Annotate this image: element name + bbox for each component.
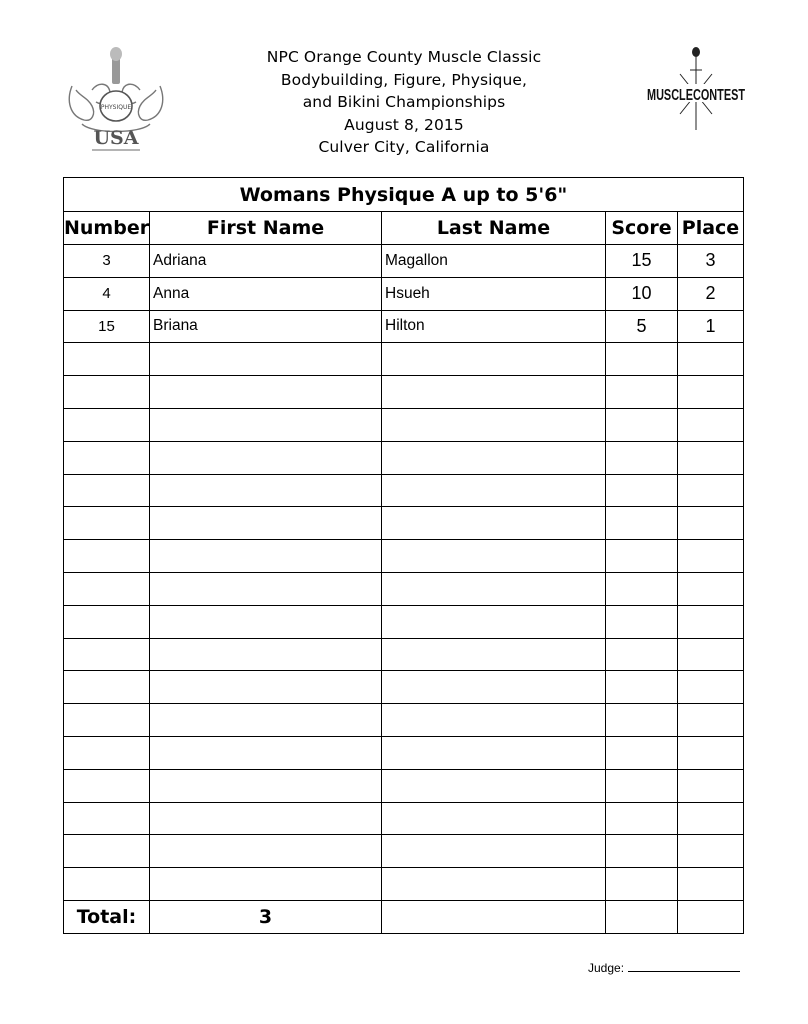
cell-score[interactable]: 15 bbox=[606, 245, 678, 278]
cell-place[interactable] bbox=[678, 638, 744, 671]
cell-last-name[interactable] bbox=[382, 835, 606, 868]
judge-signature bbox=[588, 960, 740, 975]
cell-last-name[interactable] bbox=[382, 671, 606, 704]
column-header-first-name: First Name bbox=[150, 212, 382, 245]
cell-score[interactable] bbox=[606, 343, 678, 376]
total-row-empty-cell bbox=[678, 900, 744, 933]
table-row bbox=[64, 441, 744, 474]
cell-place[interactable] bbox=[678, 802, 744, 835]
event-divisions-line: Bodybuilding, Figure, Physique, bbox=[280, 70, 528, 89]
score-sheet-table bbox=[63, 177, 744, 934]
cell-score[interactable] bbox=[606, 474, 678, 507]
table-row bbox=[64, 671, 744, 704]
cell-first-name[interactable] bbox=[150, 802, 382, 835]
table-row bbox=[64, 408, 744, 441]
cell-last-name[interactable] bbox=[382, 638, 606, 671]
cell-place[interactable]: 3 bbox=[678, 245, 744, 278]
cell-score[interactable]: 10 bbox=[606, 277, 678, 310]
table-row bbox=[64, 769, 744, 802]
judge-signature-line[interactable] bbox=[628, 960, 740, 972]
cell-score[interactable] bbox=[606, 769, 678, 802]
cell-place[interactable] bbox=[678, 507, 744, 540]
cell-first-name[interactable] bbox=[150, 441, 382, 474]
column-header-number: Number bbox=[64, 212, 150, 245]
column-header-last-name: Last Name bbox=[382, 212, 606, 245]
cell-first-name[interactable]: Briana bbox=[150, 310, 382, 343]
event-divisions-line-2: and Bikini Championships bbox=[302, 93, 506, 111]
muscle-contest-logo-text: MUSCLECONTEST bbox=[647, 87, 746, 104]
cell-number[interactable] bbox=[64, 802, 150, 835]
cell-first-name[interactable] bbox=[150, 605, 382, 638]
table-row bbox=[64, 704, 744, 737]
cell-score[interactable]: 5 bbox=[606, 310, 678, 343]
column-header-row bbox=[64, 212, 744, 245]
table-row bbox=[64, 507, 744, 540]
cell-first-name[interactable] bbox=[150, 343, 382, 376]
table-row bbox=[64, 572, 744, 605]
cell-place[interactable]: 2 bbox=[678, 277, 744, 310]
event-header bbox=[0, 46, 808, 159]
cell-first-name[interactable] bbox=[150, 769, 382, 802]
total-row-empty-cell bbox=[606, 900, 678, 933]
event-date: August 8, 2015 bbox=[344, 115, 464, 134]
table-row bbox=[64, 376, 744, 409]
total-row bbox=[64, 900, 744, 933]
svg-text:PHYSIQUE: PHYSIQUE bbox=[100, 104, 132, 111]
cell-first-name[interactable] bbox=[150, 474, 382, 507]
table-row bbox=[64, 343, 744, 376]
cell-score[interactable] bbox=[606, 638, 678, 671]
class-title: Womans Physique A up to 5'6" bbox=[64, 178, 744, 212]
cell-place[interactable] bbox=[678, 605, 744, 638]
cell-score[interactable] bbox=[606, 868, 678, 901]
cell-number[interactable] bbox=[64, 736, 150, 769]
cell-last-name[interactable] bbox=[382, 540, 606, 573]
cell-first-name[interactable] bbox=[150, 671, 382, 704]
cell-last-name[interactable] bbox=[382, 474, 606, 507]
judge-label: Judge: bbox=[588, 961, 625, 975]
cell-place[interactable] bbox=[678, 835, 744, 868]
cell-number[interactable] bbox=[64, 868, 150, 901]
cell-last-name[interactable] bbox=[382, 572, 606, 605]
cell-score[interactable] bbox=[606, 408, 678, 441]
table-row bbox=[64, 868, 744, 901]
table-row bbox=[64, 835, 744, 868]
cell-score[interactable] bbox=[606, 540, 678, 573]
cell-last-name[interactable] bbox=[382, 704, 606, 737]
cell-place[interactable] bbox=[678, 769, 744, 802]
cell-score[interactable] bbox=[606, 572, 678, 605]
cell-place[interactable] bbox=[678, 441, 744, 474]
column-header-score: Score bbox=[606, 212, 678, 245]
cell-first-name[interactable]: Adriana bbox=[150, 245, 382, 278]
cell-last-name[interactable] bbox=[382, 343, 606, 376]
cell-first-name[interactable] bbox=[150, 572, 382, 605]
cell-number[interactable] bbox=[64, 671, 150, 704]
cell-place[interactable] bbox=[678, 343, 744, 376]
cell-last-name[interactable]: Magallon bbox=[382, 245, 606, 278]
cell-first-name[interactable] bbox=[150, 638, 382, 671]
cell-first-name[interactable] bbox=[150, 736, 382, 769]
cell-last-name[interactable] bbox=[382, 769, 606, 802]
cell-number[interactable] bbox=[64, 376, 150, 409]
cell-score[interactable] bbox=[606, 605, 678, 638]
cell-score[interactable] bbox=[606, 802, 678, 835]
cell-last-name[interactable] bbox=[382, 868, 606, 901]
cell-last-name[interactable] bbox=[382, 441, 606, 474]
table-row bbox=[64, 277, 744, 310]
cell-place[interactable]: 1 bbox=[678, 310, 744, 343]
cell-number[interactable] bbox=[64, 343, 150, 376]
usa-logo-text: USA bbox=[93, 127, 139, 149]
cell-last-name[interactable] bbox=[382, 736, 606, 769]
total-row-empty-cell bbox=[382, 900, 606, 933]
column-header-place: Place bbox=[678, 212, 744, 245]
cell-last-name[interactable]: Hilton bbox=[382, 310, 606, 343]
event-location: Culver City, California bbox=[318, 138, 490, 156]
cell-number[interactable]: 4 bbox=[64, 277, 150, 310]
cell-score[interactable] bbox=[606, 704, 678, 737]
cell-number[interactable] bbox=[64, 835, 150, 868]
total-value: 3 bbox=[150, 900, 382, 933]
cell-last-name[interactable] bbox=[382, 507, 606, 540]
cell-number[interactable] bbox=[64, 507, 150, 540]
cell-first-name[interactable] bbox=[150, 868, 382, 901]
cell-number[interactable] bbox=[64, 769, 150, 802]
cell-number[interactable] bbox=[64, 638, 150, 671]
cell-score[interactable] bbox=[606, 376, 678, 409]
cell-score[interactable] bbox=[606, 507, 678, 540]
total-label: Total: bbox=[64, 900, 150, 933]
cell-place[interactable] bbox=[678, 376, 744, 409]
cell-place[interactable] bbox=[678, 671, 744, 704]
cell-first-name[interactable] bbox=[150, 540, 382, 573]
cell-first-name[interactable] bbox=[150, 408, 382, 441]
cell-place[interactable] bbox=[678, 408, 744, 441]
cell-place[interactable] bbox=[678, 736, 744, 769]
cell-last-name[interactable] bbox=[382, 376, 606, 409]
table-row bbox=[64, 638, 744, 671]
cell-number[interactable]: 3 bbox=[64, 245, 150, 278]
table-row bbox=[64, 802, 744, 835]
cell-score[interactable] bbox=[606, 835, 678, 868]
cell-first-name[interactable] bbox=[150, 507, 382, 540]
cell-number[interactable] bbox=[64, 441, 150, 474]
cell-first-name[interactable] bbox=[150, 704, 382, 737]
cell-number[interactable] bbox=[64, 605, 150, 638]
cell-score[interactable] bbox=[606, 736, 678, 769]
cell-last-name[interactable] bbox=[382, 802, 606, 835]
cell-place[interactable] bbox=[678, 704, 744, 737]
cell-last-name[interactable] bbox=[382, 605, 606, 638]
cell-first-name[interactable] bbox=[150, 376, 382, 409]
table-row bbox=[64, 540, 744, 573]
table-row bbox=[64, 310, 744, 343]
cell-first-name[interactable] bbox=[150, 835, 382, 868]
cell-number[interactable] bbox=[64, 474, 150, 507]
cell-number[interactable] bbox=[64, 408, 150, 441]
table-row bbox=[64, 245, 744, 278]
cell-number[interactable] bbox=[64, 540, 150, 573]
cell-place[interactable] bbox=[678, 474, 744, 507]
cell-number[interactable] bbox=[64, 704, 150, 737]
table-row bbox=[64, 736, 744, 769]
table-row bbox=[64, 474, 744, 507]
cell-number[interactable]: 15 bbox=[64, 310, 150, 343]
cell-place[interactable] bbox=[678, 572, 744, 605]
table-row bbox=[64, 605, 744, 638]
cell-last-name[interactable] bbox=[382, 408, 606, 441]
event-title-line: NPC Orange County Muscle Classic bbox=[266, 48, 542, 66]
cell-number[interactable] bbox=[64, 572, 150, 605]
cell-last-name[interactable]: Hsueh bbox=[382, 277, 606, 310]
cell-score[interactable] bbox=[606, 441, 678, 474]
cell-score[interactable] bbox=[606, 671, 678, 704]
cell-place[interactable] bbox=[678, 540, 744, 573]
cell-place[interactable] bbox=[678, 868, 744, 901]
cell-first-name[interactable]: Anna bbox=[150, 277, 382, 310]
